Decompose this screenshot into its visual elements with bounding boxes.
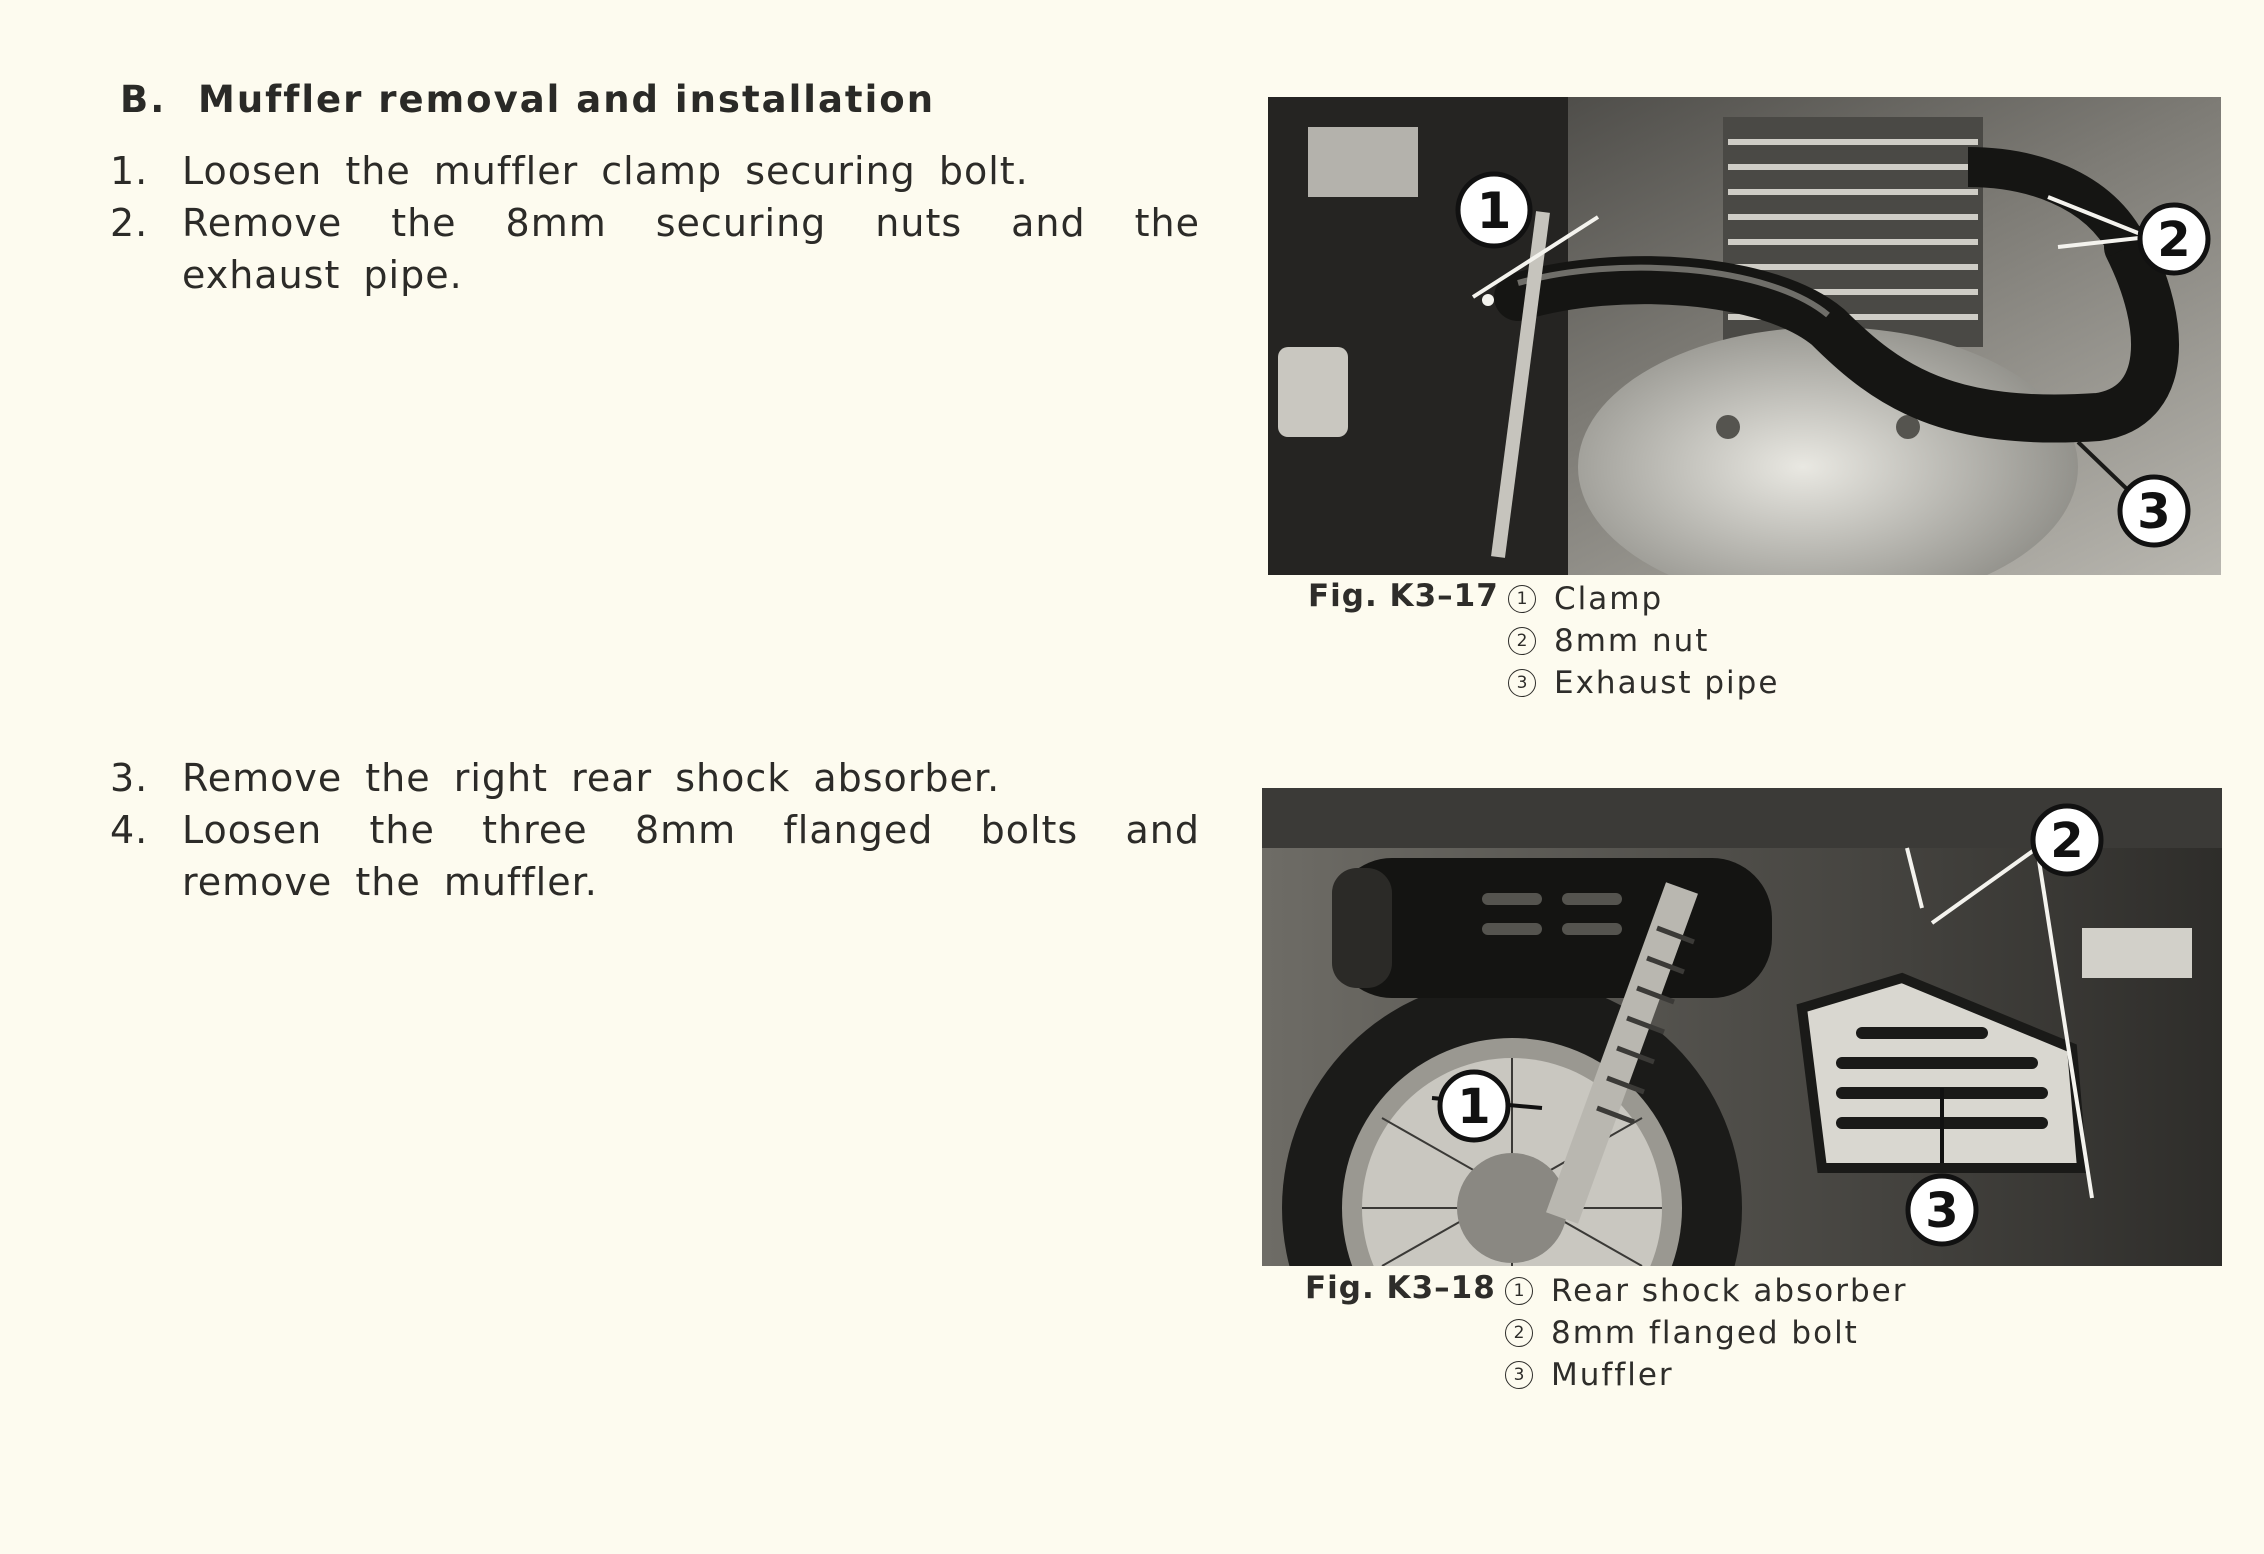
steps-list-1 bbox=[110, 145, 1200, 301]
legend-text: Exhaust pipe bbox=[1554, 665, 1780, 701]
legend-text: 8mm flanged bolt bbox=[1551, 1315, 1859, 1351]
figure-2-label: Fig. K3–18 bbox=[1305, 1270, 1496, 1306]
legend-number: 1 bbox=[1505, 1277, 1533, 1305]
callout-1-label: 1 bbox=[1476, 182, 1512, 240]
step-number: 2. bbox=[110, 201, 149, 245]
legend-number: 2 bbox=[1505, 1319, 1533, 1347]
figure-2-legend bbox=[1505, 1270, 1907, 1396]
exhaust-photo-illustration bbox=[1268, 97, 2221, 575]
legend-item bbox=[1508, 578, 1779, 620]
legend-item bbox=[1505, 1354, 1907, 1396]
step-item bbox=[110, 752, 1200, 804]
callout-2-label: 2 bbox=[2050, 813, 2084, 869]
step-item bbox=[110, 145, 1200, 197]
legend-text: Clamp bbox=[1554, 581, 1664, 617]
section-title-text: Muffler removal and installation bbox=[198, 78, 936, 121]
callout-2-label: 2 bbox=[2157, 212, 2191, 268]
steps-list-2 bbox=[110, 752, 1200, 908]
step-text: Loosen the three 8mm flanged bolts and remove the muffler. bbox=[182, 808, 1200, 904]
legend-item bbox=[1508, 662, 1779, 704]
legend-number: 3 bbox=[1505, 1361, 1533, 1389]
muffler-photo-illustration bbox=[1262, 788, 2222, 1266]
legend-item bbox=[1505, 1312, 1907, 1354]
section-letter: B. bbox=[120, 78, 167, 121]
callout-3-label: 3 bbox=[2137, 484, 2171, 540]
step-item bbox=[110, 197, 1200, 301]
legend-text: Rear shock absorber bbox=[1551, 1273, 1908, 1309]
callout-1-label: 1 bbox=[1457, 1079, 1491, 1135]
callout-3-label: 3 bbox=[1925, 1183, 1959, 1239]
legend-item bbox=[1508, 620, 1779, 662]
legend-number: 2 bbox=[1508, 627, 1536, 655]
legend-item bbox=[1505, 1270, 1907, 1312]
legend-number: 1 bbox=[1508, 585, 1536, 613]
step-number: 4. bbox=[110, 808, 149, 852]
figure-exhaust-photo bbox=[1268, 97, 2221, 575]
legend-text: 8mm nut bbox=[1554, 623, 1710, 659]
step-text: Remove the right rear shock absorber. bbox=[182, 756, 1001, 800]
step-text: Loosen the muffler clamp securing bolt. bbox=[182, 149, 1029, 193]
step-text: Remove the 8mm securing nuts and the exhaust pipe. bbox=[182, 201, 1200, 297]
step-number: 1. bbox=[110, 149, 149, 193]
step-item bbox=[110, 804, 1200, 908]
section-heading bbox=[120, 78, 935, 121]
step-number: 3. bbox=[110, 756, 149, 800]
legend-number: 3 bbox=[1508, 669, 1536, 697]
legend-text: Muffler bbox=[1551, 1357, 1674, 1393]
figure-muffler-photo bbox=[1262, 788, 2222, 1266]
figure-1-legend bbox=[1508, 578, 1779, 704]
figure-1-label: Fig. K3–17 bbox=[1308, 578, 1499, 614]
